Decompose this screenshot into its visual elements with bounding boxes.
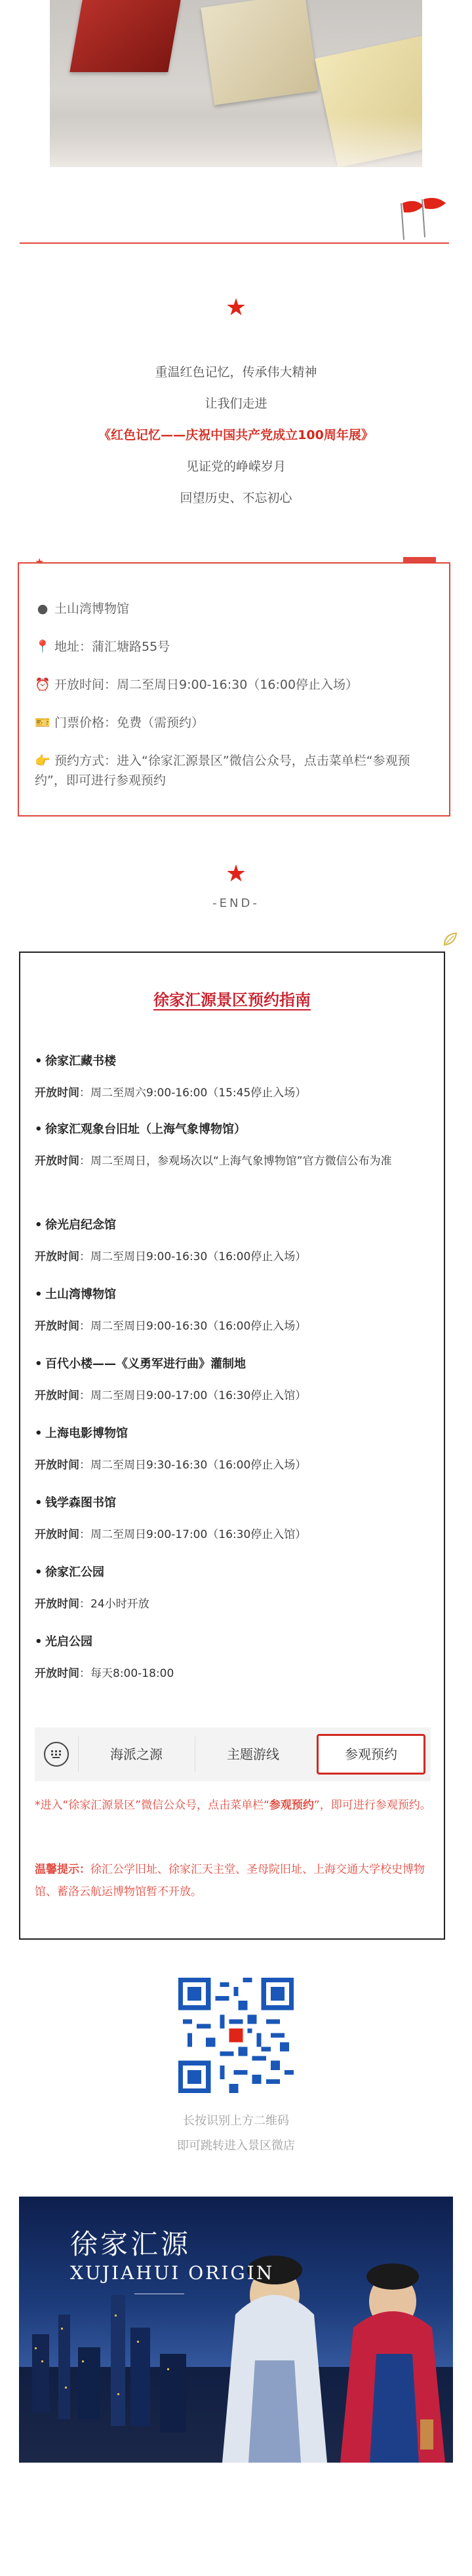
booking-row (35, 751, 435, 790)
venue-name: • 徐家汇公园 (35, 1566, 104, 1579)
venue-hours: 开放时间：周二至周六9:00-16:00（15:45停止入场） (35, 1086, 307, 1100)
intro-line-2: 让我们走进 (205, 396, 267, 411)
banner-subtitle: XUJIAHUI ORIGIN (70, 2262, 275, 2284)
venue-row (35, 599, 129, 619)
hours-row (35, 675, 358, 695)
hours-text: 开放时间：周二至周日9:00-16:30（16:00停止入场） (54, 678, 359, 692)
booking-text: 预约方式：进入“徐家汇源景区”微信公众号，点击菜单栏“参观预约”，即可进行参观预约 (35, 754, 410, 788)
venue-hours: 开放时间：周二至周日9:00-17:00（16:30停止入馆） (35, 1389, 307, 1402)
gold-book-image (201, 0, 318, 105)
address-row (35, 637, 170, 657)
intro-line-4: 回望历史、不忘初心 (180, 491, 292, 505)
glass-reflection (50, 115, 422, 167)
venue-hours: 开放时间：周二至周日9:00-16:30（16:00停止入场） (35, 1250, 307, 1263)
tab-visit-booking[interactable]: 参观预约 (345, 1746, 397, 1762)
venue-hours: 开放时间：周二至周日，参观场次以“上海气象博物馆”官方微信公布为准 (35, 1155, 392, 1168)
pin-icon: 📍 (35, 640, 50, 654)
qr-caption-2: 即可跳转进入景区微店 (177, 2139, 295, 2153)
star-icon: ★ (225, 294, 247, 321)
intro-line-1: 重温红色记忆，传承伟大精神 (155, 365, 317, 379)
venue-name: • 光启公园 (35, 1635, 92, 1649)
tab-theme-routes[interactable]: 主题游线 (227, 1746, 279, 1762)
keyboard-menu-icon[interactable] (44, 1742, 69, 1767)
black-circle-icon: ● (37, 602, 49, 616)
pointing-hand-icon: 👉 (35, 754, 50, 768)
exhibit-photo (50, 0, 422, 167)
venue-name: • 徐光启纪念馆 (35, 1218, 116, 1232)
star-icon-end: ★ (225, 860, 247, 887)
booking-note: *进入“徐家汇源景区”微信公众号，点击菜单栏“参观预约”，即可进行参观预约。 (35, 1799, 431, 1812)
venue-name: • 土山湾博物馆 (35, 1288, 116, 1301)
clock-icon: ⏰ (35, 678, 50, 692)
banner-title: 徐家汇源 (70, 2228, 191, 2260)
leaf-decoration-icon (442, 931, 459, 948)
venue-name: • 上海电影博物馆 (35, 1427, 128, 1440)
intro-line-3: 见证党的峥嵘岁月 (186, 459, 286, 474)
venue-name: • 徐家汇藏书楼 (35, 1054, 116, 1068)
venue-name: • 钱学森图书馆 (35, 1496, 116, 1510)
guide-title: 徐家汇源景区预约指南 (153, 991, 311, 1009)
warm-tip: 温馨提示：徐汇公学旧址、徐家汇天主堂、圣母院旧址、上海交通大学校史博物馆、蓄洛云航运博物馆暂不开放。 (35, 1863, 425, 1898)
card-tab-decoration (403, 557, 436, 562)
qr-caption-1: 长按识别上方二维码 (183, 2114, 289, 2128)
section-divider (20, 242, 449, 244)
exhibition-title: 《红色记忆——庆祝中国共产党成立100周年展》 (98, 428, 374, 442)
venue-name: • 徐家汇观象台旧址（上海气象博物馆） (35, 1123, 246, 1136)
venue-hours: 开放时间：周二至周日9:30-16:30（16:00停止入场） (35, 1459, 307, 1472)
tab-separator (78, 1737, 79, 1772)
venue-info-card (18, 562, 450, 817)
promo-banner[interactable] (19, 2197, 453, 2463)
venue-hours: 开放时间：每天8:00-18:00 (35, 1667, 174, 1680)
end-label: -END- (212, 896, 260, 910)
red-flags-icon (389, 197, 448, 242)
ticket-text: 门票价格：免费（需预约） (54, 716, 205, 730)
ticket-icon: 🎫 (35, 716, 50, 730)
address-text: 地址：蒲汇塘路55号 (54, 640, 170, 654)
venue-name: • 百代小楼——《义勇军进行曲》灌制地 (35, 1357, 246, 1371)
red-book-image (69, 0, 180, 72)
tab-haipai-origin[interactable]: 海派之源 (110, 1746, 163, 1762)
venue-hours: 开放时间：周二至周日9:00-16:30（16:00停止入场） (35, 1320, 307, 1333)
venue-hours: 开放时间：周二至周日9:00-17:00（16:30停止入馆） (35, 1528, 307, 1541)
menu-bar-preview (35, 1727, 431, 1781)
ticket-row (35, 713, 204, 733)
qr-code-image[interactable] (178, 1978, 294, 2093)
venue-hours: 开放时间：24小时开放 (35, 1598, 149, 1611)
venue-name: 土山湾博物馆 (54, 602, 130, 616)
